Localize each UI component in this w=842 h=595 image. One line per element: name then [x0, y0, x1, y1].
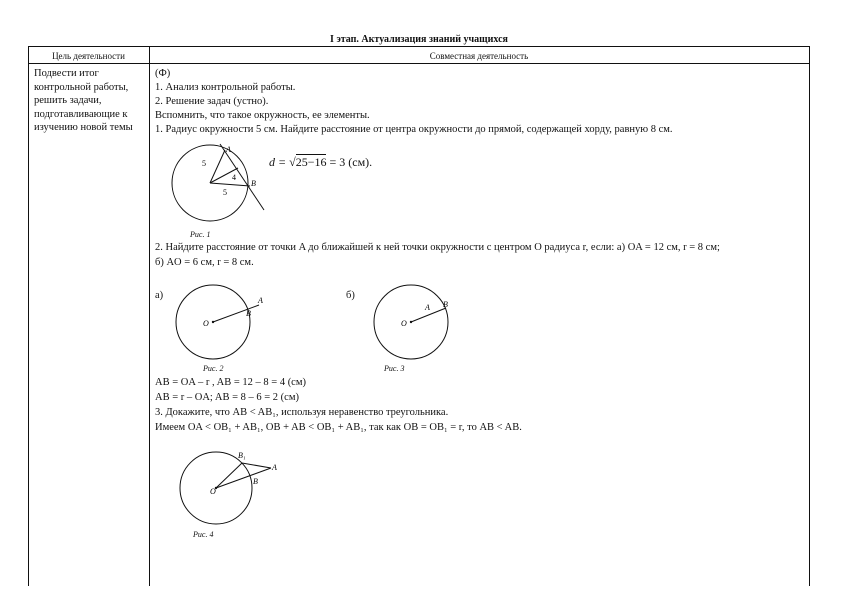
problem-2b: б) AO = 6 см, r = 8 см. — [155, 257, 254, 268]
fig1-radius-a — [210, 150, 225, 183]
fig4-segment-oa — [216, 468, 271, 488]
table-left-border — [28, 46, 29, 586]
problem-2a: 2. Найдите расстояние от точки A до ближайшей к ней точки окружности с центром O радиуса r, если: а) OA = 12 см, r = 8 см; — [155, 242, 720, 253]
goal-text: Подвести итог контрольной работы, решить задачи, подготавливающие к изучению новой темы — [34, 68, 133, 134]
fig1-label-4: 4 — [232, 173, 236, 182]
fig3-prefix: б) — [346, 290, 355, 301]
fig4-label-b1: B₁ — [238, 451, 246, 460]
fig4-segment-b1a — [242, 463, 271, 468]
goal-column-header: Цель деятельности — [52, 51, 125, 61]
table-top-border — [28, 46, 810, 47]
fig2-caption: Рис. 2 — [203, 364, 224, 373]
fig4-segment-ob1 — [216, 463, 242, 488]
fig3-label-o: O — [401, 319, 407, 328]
fig4-caption: Рис. 4 — [193, 530, 214, 539]
item-oral-tasks: 2. Решение задач (устно). — [155, 96, 269, 107]
recall-circle: Вспомнить, что такое окружность, ее элементы. — [155, 110, 370, 121]
fig1-label-b: B — [251, 179, 256, 188]
fig1-label-5b: 5 — [223, 188, 227, 197]
fig1-caption: Рис. 1 — [190, 230, 211, 239]
formula-rhs: = 3 (см). — [329, 155, 373, 169]
figure-2 — [173, 278, 273, 373]
fig2-label-b: B — [246, 309, 251, 318]
stage-title: I этап. Актуализация знаний учащихся — [330, 34, 508, 45]
fig2-label-a: A — [258, 296, 263, 305]
fig3-label-a: A — [425, 303, 430, 312]
fig2-segment — [213, 305, 259, 322]
joint-column-header: Совместная деятельность — [429, 51, 529, 61]
fig3-caption: Рис. 3 — [384, 364, 405, 373]
fig3-label-b: B — [443, 300, 448, 309]
fig2-label-o: O — [203, 319, 209, 328]
fig1-label-5a: 5 — [202, 159, 206, 168]
formula-radicand: 25−16 — [295, 155, 327, 169]
fig1-label-a: A — [226, 145, 231, 154]
sqrt-sign: √ — [289, 155, 296, 169]
mode-label: (Ф) — [155, 68, 171, 79]
fig2-point-o — [212, 321, 214, 323]
fig1-radius-b — [210, 183, 250, 186]
formula-lhs: d = — [269, 155, 287, 169]
fig4-label-o: O — [210, 487, 216, 496]
table-right-border — [809, 46, 810, 586]
problem-1: 1. Радиус окружности 5 см. Найдите расстояние от центра окружности до прямой, содержащей хорду, равную 8 см. — [155, 124, 673, 135]
solution-a: AB = OA – r , AB = 12 – 8 = 4 (см) — [155, 377, 306, 388]
problem-3: 3. Докажите, что AB < AB₁, используя неравенство треугольника. — [155, 407, 449, 418]
document-page — [28, 30, 810, 585]
figure-4 — [178, 442, 288, 542]
distance-formula — [269, 155, 372, 170]
fig3-point-o — [410, 321, 412, 323]
figure-1 — [168, 138, 268, 238]
figure-3 — [371, 278, 471, 373]
fig4-label-a: A — [272, 463, 277, 472]
item-analysis: 1. Анализ контрольной работы. — [155, 82, 296, 93]
fig4-label-b: B — [253, 477, 258, 486]
solution-b: AB = r – OA; AB = 8 – 6 = 2 (см) — [155, 392, 299, 403]
column-divider — [149, 46, 150, 586]
header-divider — [28, 63, 810, 64]
problem-3-proof: Имеем OA < OB₁ + AB₁, OB + AB < OB₁ + AB₁, так как OB = OB₁ = r, то AB < AB. — [155, 422, 522, 433]
fig2-prefix: а) — [155, 290, 164, 301]
